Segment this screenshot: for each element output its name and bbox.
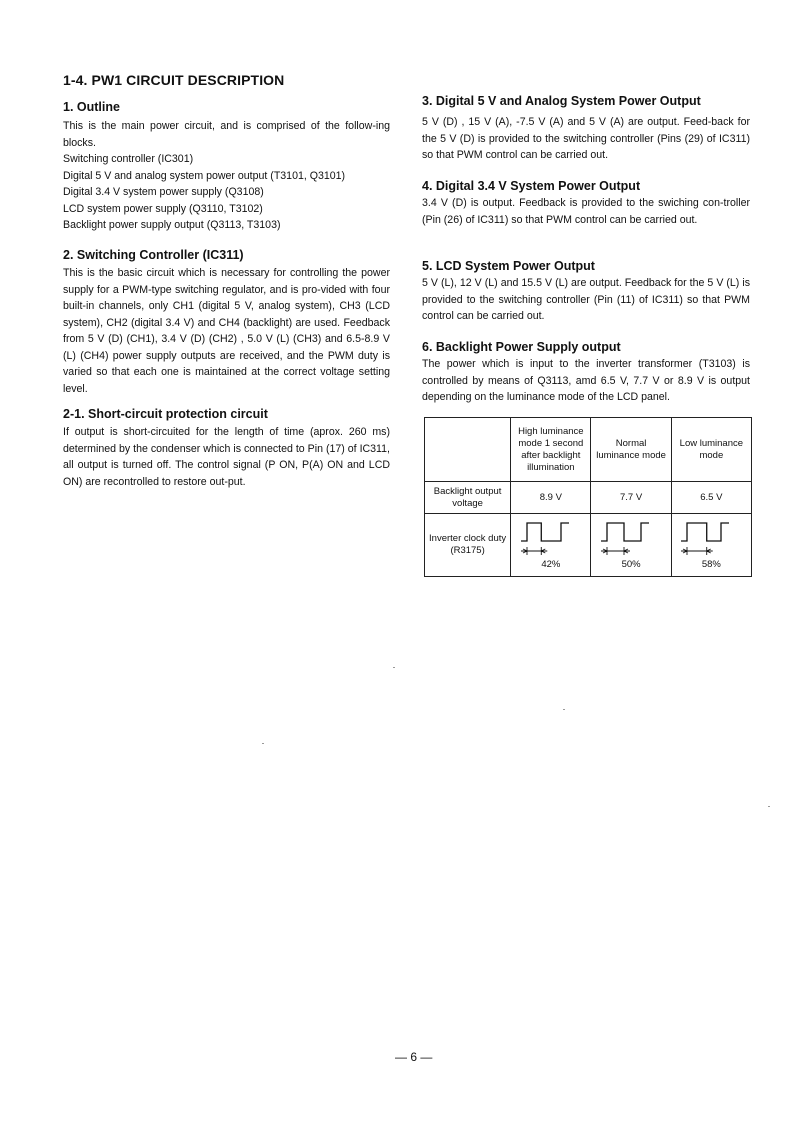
- duty-cell: [591, 514, 671, 577]
- duty-waveform-trace: [521, 523, 569, 541]
- duty-value: 42%: [541, 559, 561, 570]
- short-body: If output is short-circuited for the length of time (aprox. 260 ms) determined by the condenser which is connected to Pin (17) of IC311, all output is turned off. The control signal (P ON, P(A) ON and LCD ON) are recontrolled to restore out-put.: [63, 426, 390, 488]
- digital34-body: 3.4 V (D) is output. Feedback is provided to the swiching con-troller (Pin (26) of IC311) so that PWM control can be carried out.: [422, 197, 750, 226]
- duty-waveform-icon: [679, 519, 743, 559]
- page-number: — 6 —: [395, 1050, 433, 1064]
- table-header-row: [425, 418, 752, 482]
- scan-speck: [563, 709, 565, 710]
- section-outline: [63, 99, 390, 234]
- digital5-body: 5 V (D) , 15 V (A), -7.5 V (A) and 5 V (A) are output. Feed-back for the 5 V (D) is provided to the switching controller (Pins (29) of IC311) so that PWM control can be carried out.: [422, 116, 750, 161]
- table-header-cell: High luminance mode 1 second after backlight illumination: [511, 418, 591, 482]
- switching-heading: 2. Switching Controller (IC311): [63, 248, 244, 262]
- voltage-cell: 7.7 V: [591, 482, 671, 514]
- outline-heading: 1. Outline: [63, 100, 120, 114]
- duty-cell: [511, 514, 591, 577]
- table-row: [425, 482, 752, 514]
- backlight-heading: 6. Backlight Power Supply output: [422, 340, 621, 354]
- voltage-cell: 6.5 V: [671, 482, 751, 514]
- section-digital-5v: [422, 93, 750, 164]
- list-item: Switching controller (IC301): [63, 153, 194, 165]
- section-switching-controller: [63, 247, 390, 397]
- duty-measurement-arrow: [521, 547, 547, 555]
- lcd-heading: 5. LCD System Power Output: [422, 259, 595, 273]
- list-item: LCD system power supply (Q3110, T3102): [63, 202, 263, 215]
- scan-speck: [262, 743, 264, 744]
- page-title: 1-4. PW1 CIRCUIT DESCRIPTION: [63, 72, 285, 88]
- list-item: Digital 5 V and analog system power output (T3101, Q3101): [63, 169, 346, 182]
- section-backlight: [422, 339, 750, 406]
- scan-speck: [768, 806, 770, 807]
- duty-waveform-icon: [599, 519, 663, 559]
- duty-waveform-trace: [601, 523, 649, 541]
- table-header-cell: Normal luminance mode: [591, 418, 671, 482]
- duty-measurement-arrow: [681, 547, 713, 555]
- lcd-body: 5 V (L), 12 V (L) and 15.5 V (L) are output. Feedback for the 5 V (L) is provided to the switching controller (Pin (11) of IC311) so that PWM control can be carried out.: [422, 277, 750, 322]
- table-corner-cell: [425, 418, 511, 482]
- section-lcd-system: [422, 258, 750, 325]
- table-row: [425, 514, 752, 577]
- duty-waveform-trace: [681, 523, 729, 541]
- section-short-circuit: [63, 406, 390, 490]
- short-heading: 2-1. Short-circuit protection circuit: [63, 407, 268, 421]
- list-item: Digital 3.4 V system power supply (Q3108): [63, 186, 264, 198]
- digital5-heading: 3. Digital 5 V and Analog System Power Output: [422, 94, 701, 108]
- scan-speck: [393, 667, 395, 668]
- list-item: Backlight power supply output (Q3113, T3103): [63, 219, 281, 231]
- duty-label-cell: Inverter clock duty (R3175): [425, 514, 511, 577]
- duty-value: 50%: [621, 559, 641, 570]
- backlight-body: The power which is input to the inverter transformer (T3103) is controlled by means of Q3113, amd 6.5 V, 7.7 V or 8.9 V is output depending on the luminance mode of the LCD panel.: [422, 358, 750, 403]
- duty-waveform-icon: [519, 519, 583, 559]
- duty-value: 58%: [701, 559, 721, 570]
- voltage-cell: 8.9 V: [511, 482, 591, 514]
- luminance-table: [424, 417, 752, 577]
- outline-block-list: [63, 151, 390, 234]
- voltage-label-cell: Backlight output voltage: [425, 482, 511, 514]
- duty-measurement-arrow: [601, 547, 630, 555]
- duty-cell: [671, 514, 751, 577]
- switching-body: This is the basic circuit which is necessary for controlling the power supply for a PWM-type switching regulator, and is pro-vided with four built-in channels, only CH1 (digital 5 V, analog system), CH3 (LCD system), CH2 (digital 3.4 V) and CH4 (backlight) are used. Feedback from 5 V (D) (CH1), 3.4 V (D) (CH2) , 5.0 V (L) (CH3) and 6.5-8.9 V (L) (CH4) power supply outputs are received, and the PWM duty is varied so that each one is maintained at the correct voltage setting level.: [63, 267, 390, 395]
- outline-intro: This is the main power circuit, and is comprised of the follow-ing blocks.: [63, 120, 390, 149]
- table-header-cell: Low luminance mode: [671, 418, 751, 482]
- section-digital-3-4v: [422, 178, 750, 228]
- digital34-heading: 4. Digital 3.4 V System Power Output: [422, 179, 641, 193]
